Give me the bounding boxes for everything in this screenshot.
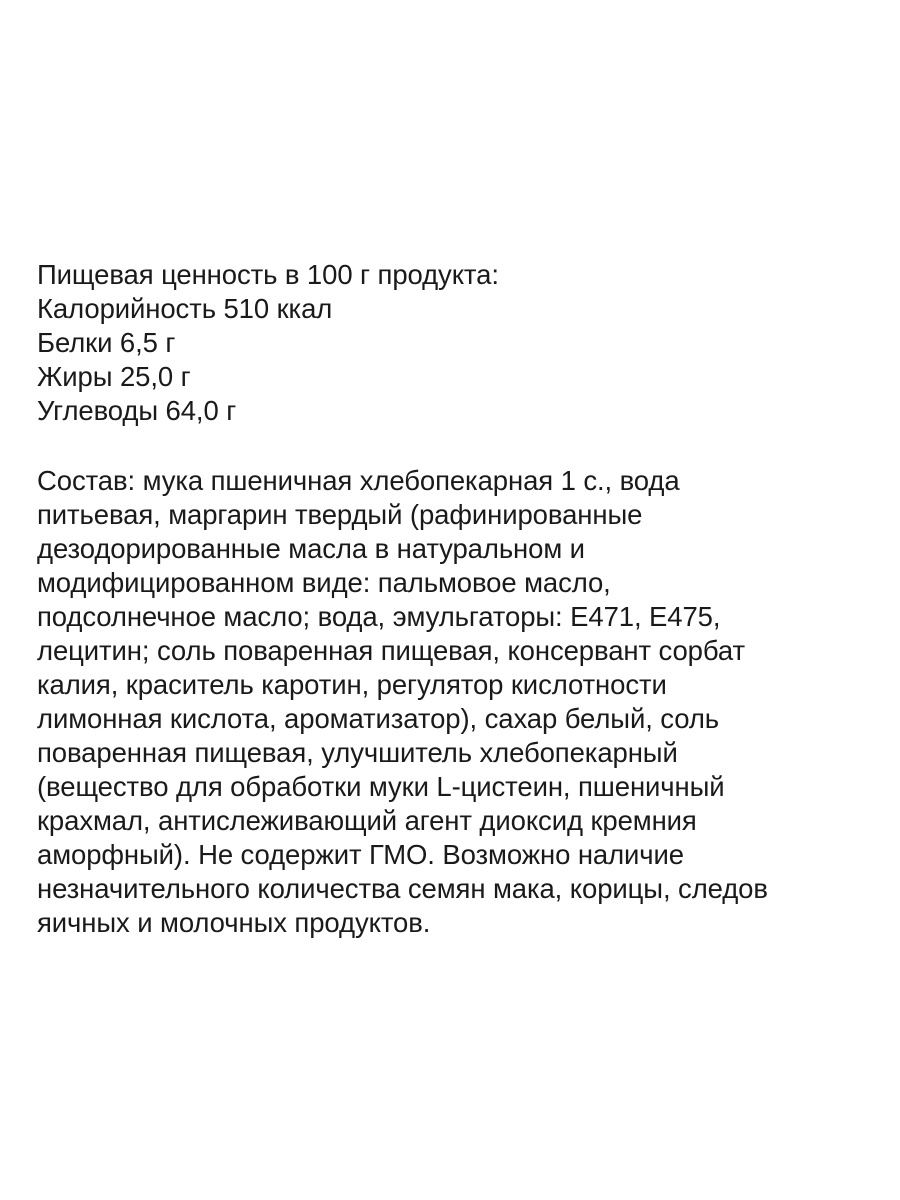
nutrition-heading: Пищевая ценность в 100 г продукта: bbox=[37, 259, 499, 290]
ingredients-line: аморфный). Не содержит ГМО. Возможно наличие bbox=[37, 839, 684, 870]
ingredients-line: (вещество для обработки муки L-цистеин, пшеничный bbox=[37, 771, 725, 802]
nutrition-protein: Белки 6,5 г bbox=[37, 327, 176, 358]
ingredients-line: лецитин; соль поваренная пищевая, консервант сорбат bbox=[37, 635, 745, 666]
ingredients-line: крахмал, антислеживающий агент диоксид кремния bbox=[37, 805, 697, 836]
nutrition-facts-block bbox=[37, 258, 887, 428]
ingredients-line: калия, краситель каротин, регулятор кислотности bbox=[37, 669, 667, 700]
ingredients-line: подсолнечное масло; вода, эмульгаторы: Е471, Е475, bbox=[37, 601, 721, 632]
nutrition-calories: Калорийность 510 ккал bbox=[37, 293, 333, 324]
nutrition-carbs: Углеводы 64,0 г bbox=[37, 395, 237, 426]
product-info-document bbox=[37, 258, 887, 940]
ingredients-line: незначительного количества семян мака, корицы, следов bbox=[37, 873, 768, 904]
ingredients-line: яичных и молочных продуктов. bbox=[37, 907, 431, 938]
ingredients-line: питьевая, маргарин твердый (рафинированные bbox=[37, 499, 643, 530]
ingredients-block bbox=[37, 464, 887, 940]
ingredients-line: модифицированном виде: пальмовое масло, bbox=[37, 567, 611, 598]
ingredients-line: поваренная пищевая, улучшитель хлебопекарный bbox=[37, 737, 678, 768]
nutrition-fat: Жиры 25,0 г bbox=[37, 361, 191, 392]
ingredients-line: лимонная кислота, ароматизатор), сахар белый, соль bbox=[37, 703, 720, 734]
ingredients-line: Состав: мука пшеничная хлебопекарная 1 с., вода bbox=[37, 465, 680, 496]
ingredients-line: дезодорированные масла в натуральном и bbox=[37, 533, 585, 564]
